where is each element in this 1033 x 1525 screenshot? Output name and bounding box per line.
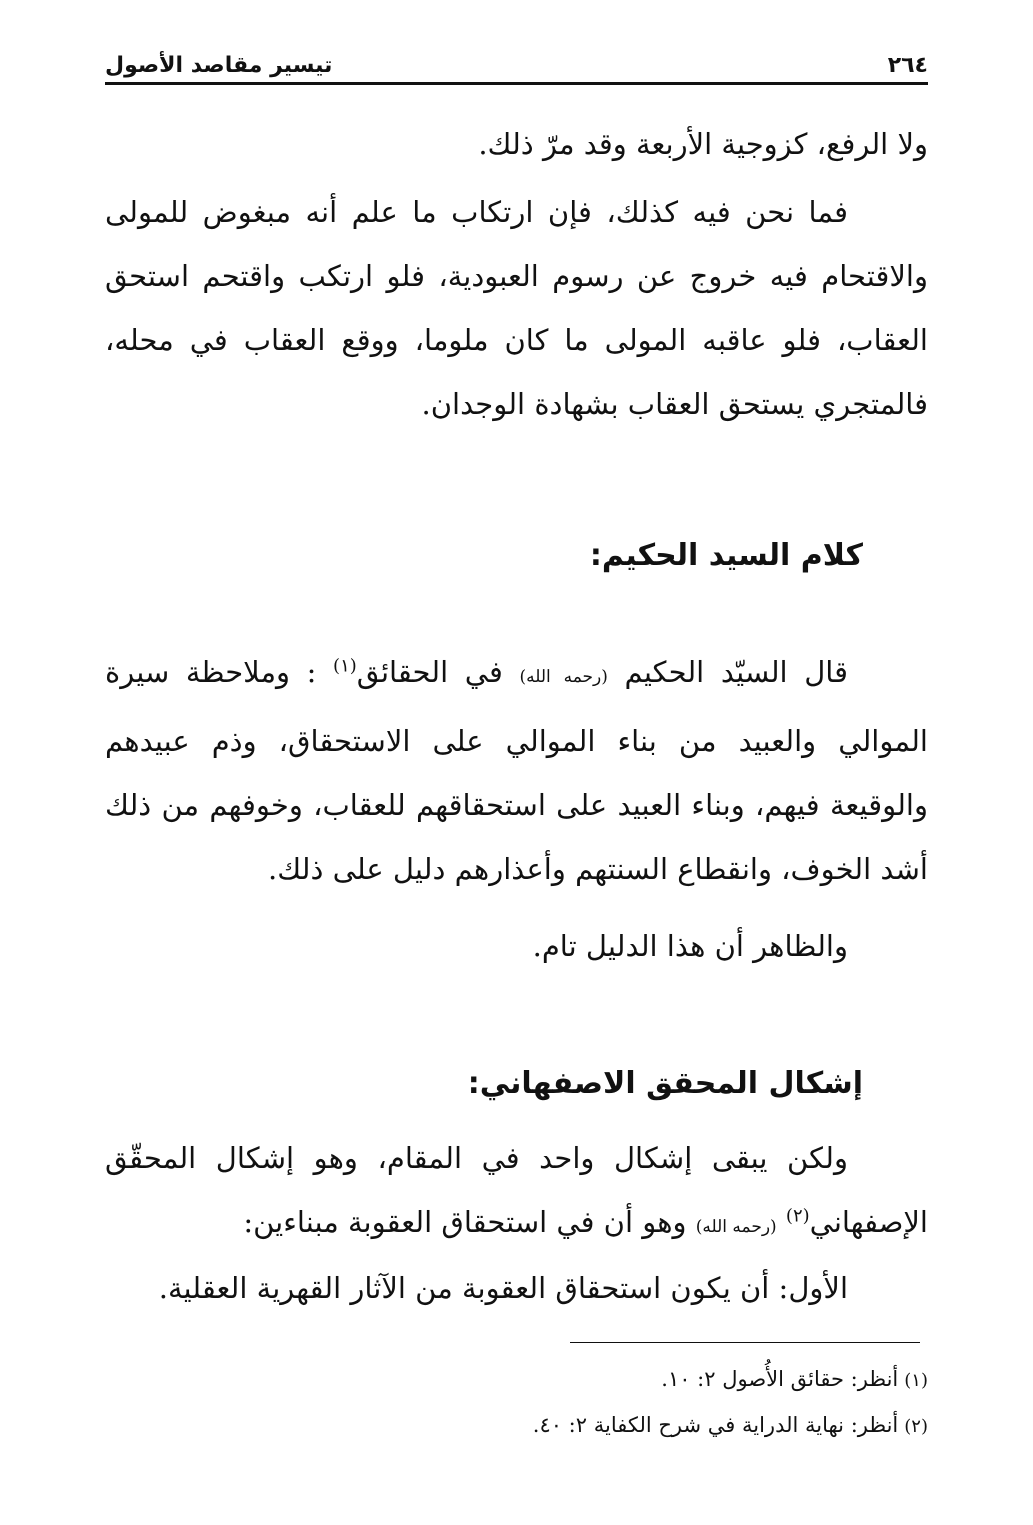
footnote-rule: [570, 1342, 920, 1343]
paragraph-text: في الحقائق: [356, 655, 503, 689]
running-title: تيسير مقاصد الأصول: [105, 53, 333, 78]
footnote-2: [533, 1410, 928, 1442]
paragraph-isfahani: [105, 1126, 928, 1259]
footnote-ref: (١): [333, 655, 357, 677]
paragraph-conclusion: [105, 914, 928, 978]
section-heading-hakim: كلام السيد الحكيم:: [589, 538, 863, 573]
paragraph-tajarri: [105, 180, 928, 436]
footnote-1: [661, 1364, 928, 1396]
page-number: ٢٦٤: [887, 53, 928, 78]
footnote-text: أنظر: حقائق الأُصول ٢: ١٠.: [661, 1367, 899, 1391]
paragraph-first-basis: [105, 1256, 928, 1320]
paragraph-text: الأول: أن يكون استحقاق العقوبة من الآثار القهرية العقلية.: [158, 1271, 848, 1305]
footnote-ref: (٢): [785, 1205, 810, 1227]
paragraph-text: والظاهر أن هذا الدليل تام.: [532, 929, 848, 963]
section-heading-isfahani: إشكال المحقق الاصفهاني:: [467, 1066, 863, 1101]
paragraph-text: وهو أن في استحقاق العقوبة مبناءين:: [243, 1205, 687, 1239]
paragraph-text: : وملاحظة سيرة الموالي والعبيد من بناء الموالي على الاستحقاق، وذم عبيدهم والوقيعة فيهم، وبناء العبيد على استحقاقهم للعقاب، وخوفهم من ذلك أشد الخوف، وانقطاع السنتهم وأعذارهم دليل على ذلك.: [105, 655, 928, 886]
footnote-text: أنظر: نهاية الدراية في شرح الكفاية ٢: ٤٠.: [532, 1413, 899, 1437]
paragraph-text: فما نحن فيه كذلك، فإن ارتكاب ما علم أنه مبغوض للمولى والاقتحام فيه خروج عن رسوم العبودية، فلو ارتكب واقتحم استحق العقاب، فلو عاقبه المولى ما كان ملوما، ووقع العقاب في محله، فالمتجري يستحق العقاب بشهادة الوجدان.: [105, 195, 928, 421]
footnote-number: (٢): [904, 1416, 928, 1437]
honorific: (رحمه الله): [695, 1217, 777, 1237]
paragraph-hakim-quote: [105, 640, 928, 901]
paragraph-text: ولكن يبقى إشكال واحد في المقام، وهو إشكال المحقّق الإصفهاني: [105, 1141, 928, 1239]
honorific: (رحمه الله): [519, 667, 608, 687]
paragraph-text: ولا الرفع، كزوجية الأربعة وقد مرّ ذلك.: [478, 127, 928, 161]
footnote-number: (١): [904, 1370, 928, 1391]
header-rule: [105, 82, 928, 85]
paragraph-continuation: [105, 112, 928, 176]
running-header: [105, 42, 928, 78]
paragraph-text: قال السيّد الحكيم: [624, 655, 848, 689]
